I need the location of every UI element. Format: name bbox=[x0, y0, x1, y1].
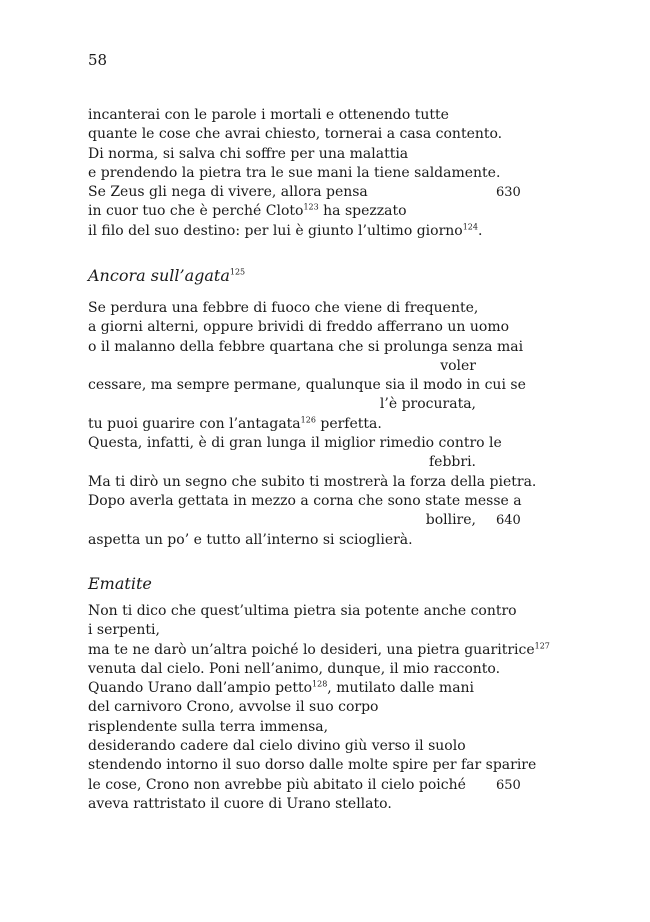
verse-text bbox=[88, 146, 408, 162]
verse-text-tail: ha spezzato bbox=[318, 203, 407, 220]
verse-text bbox=[88, 300, 478, 316]
verse-number: 640 bbox=[496, 513, 521, 529]
footnote-ref: 123 bbox=[303, 202, 319, 212]
verse-line bbox=[88, 164, 501, 183]
footnote-ref: 128 bbox=[312, 679, 328, 689]
verse-text-main: del carnivoro Crono, avvolse il suo corpo bbox=[88, 699, 379, 716]
heading-text: Ematite bbox=[88, 574, 152, 593]
verse-text-main: aveva rattristato il cuore di Urano stellato. bbox=[88, 795, 392, 812]
verse-text bbox=[88, 622, 160, 638]
verse-text bbox=[380, 396, 476, 412]
verse-text-main: Dopo averla gettata in mezzo a corna che sono state messe a bbox=[88, 492, 522, 509]
verse-text bbox=[88, 757, 536, 773]
verse-text bbox=[440, 358, 476, 374]
verse-text-main: il filo del suo destino: per lui è giunto l’ultimo giorno bbox=[88, 222, 463, 239]
verse-text-main: risplendente sulla terra immensa, bbox=[88, 718, 329, 735]
verse-line bbox=[88, 434, 502, 453]
verse-text bbox=[88, 339, 523, 355]
verse-text bbox=[88, 680, 474, 696]
verse-text bbox=[88, 107, 449, 123]
verse-text-main: Di norma, si salva chi soffre per una malattia bbox=[88, 145, 409, 162]
text-block-ematite bbox=[88, 602, 550, 814]
verse-text-main: Non ti dico che quest’ultima pietra sia potente anche contro bbox=[88, 603, 517, 619]
verse-line bbox=[88, 318, 510, 337]
verse-line bbox=[88, 737, 476, 756]
verse-line bbox=[88, 795, 476, 814]
verse-text bbox=[88, 319, 509, 335]
verse-text-main: Ma ti dirò un segno che subito ti mostrerà la forza della pietra. bbox=[88, 473, 537, 490]
text-block-intro bbox=[88, 106, 521, 241]
verse-number: 630 bbox=[496, 185, 521, 201]
verse-line bbox=[88, 718, 476, 737]
footnote-ref: 124 bbox=[462, 222, 478, 232]
verse-text bbox=[88, 777, 466, 793]
verse-text-main: bollire, bbox=[425, 512, 476, 529]
verse-text-main: ma te ne darò un’altra poiché lo desideri, una pietra guaritrice bbox=[88, 641, 535, 658]
verse-line bbox=[88, 145, 476, 164]
verse-text bbox=[88, 603, 517, 619]
text-block-agata bbox=[88, 299, 537, 550]
verse-line bbox=[88, 415, 476, 434]
verse-line bbox=[88, 299, 479, 318]
verse-text bbox=[88, 738, 466, 754]
verse-line bbox=[88, 357, 476, 376]
verse-text bbox=[426, 512, 476, 528]
verse-text-main: e prendendo la pietra tra le sue mani la tiene saldamente. bbox=[88, 164, 501, 181]
verse-text bbox=[88, 165, 500, 181]
verse-line bbox=[88, 183, 521, 202]
verse-line bbox=[88, 776, 521, 795]
section-heading-agata bbox=[88, 266, 245, 286]
verse-text bbox=[88, 474, 536, 490]
verse-line bbox=[88, 338, 524, 357]
verse-text-main: quante le cose che avrai chiesto, tornerai a casa contento. bbox=[88, 126, 503, 143]
verse-text-main: voler bbox=[440, 357, 476, 374]
verse-line bbox=[88, 376, 526, 395]
footnote-ref: 125 bbox=[229, 267, 246, 277]
verse-line bbox=[88, 660, 501, 679]
verse-text bbox=[88, 699, 378, 715]
verse-text-main: cessare, ma sempre permane, qualunque sia il modo in cui se bbox=[88, 377, 526, 394]
verse-text bbox=[429, 454, 476, 470]
verse-text bbox=[88, 223, 482, 239]
verse-line bbox=[88, 106, 476, 125]
verse-text-tail: perfetta. bbox=[315, 415, 382, 432]
verse-text-main: desiderando cadere dal cielo divino giù verso il suolo bbox=[88, 738, 466, 755]
verse-line bbox=[88, 679, 476, 698]
page-number: 58 bbox=[88, 51, 108, 69]
verse-line bbox=[88, 531, 476, 550]
verse-text-main: aspetta un po’ e tutto all’interno si scioglierà. bbox=[88, 531, 413, 548]
verse-text-main: Questa, infatti, è di gran lunga il miglior rimedio contro le bbox=[88, 435, 502, 452]
verse-text-main: febbri. bbox=[428, 454, 476, 471]
verse-line bbox=[88, 473, 537, 492]
verse-text-tail: , mutilato dalle mani bbox=[327, 680, 475, 697]
verse-line bbox=[88, 125, 503, 144]
verse-text bbox=[88, 493, 522, 509]
verse-text-main: incanterai con le parole i mortali e ottenendo tutte bbox=[88, 107, 449, 123]
verse-line bbox=[88, 222, 483, 241]
verse-line bbox=[88, 621, 476, 640]
verse-text-main: Se Zeus gli nega di vivere, allora pensa bbox=[88, 184, 368, 201]
verse-line bbox=[88, 511, 521, 530]
verse-line bbox=[88, 202, 476, 221]
verse-text-main: a giorni alterni, oppure brividi di freddo afferrano un uomo bbox=[88, 319, 510, 336]
verse-line bbox=[88, 640, 550, 660]
verse-text bbox=[88, 532, 413, 548]
verse-line bbox=[88, 492, 522, 511]
verse-line bbox=[88, 453, 476, 472]
verse-text bbox=[88, 184, 368, 200]
verse-line bbox=[88, 698, 476, 717]
heading-text: Ancora sull’agata bbox=[88, 266, 230, 285]
verse-text-main: le cose, Crono non avrebbe più abitato il cielo poiché bbox=[88, 776, 466, 793]
verse-number: 650 bbox=[496, 777, 521, 793]
verse-text bbox=[88, 203, 407, 219]
verse-text-main: l’è procurata, bbox=[379, 396, 476, 413]
verse-text bbox=[88, 796, 392, 812]
verse-text bbox=[88, 661, 500, 677]
verse-text bbox=[88, 719, 328, 735]
verse-text-main: o il malanno della febbre quartana che si prolunga senza mai bbox=[88, 338, 524, 355]
footnote-ref: 126 bbox=[300, 415, 316, 425]
verse-text bbox=[88, 126, 502, 142]
verse-text-main: tu puoi guarire con l’antagata bbox=[88, 415, 301, 432]
verse-text bbox=[88, 377, 526, 393]
verse-line bbox=[88, 602, 517, 621]
verse-text-main: in cuor tuo che è perché Cloto bbox=[88, 203, 304, 220]
verse-line bbox=[88, 395, 476, 414]
verse-text bbox=[88, 435, 502, 451]
verse-line bbox=[88, 756, 537, 775]
verse-text bbox=[88, 416, 382, 432]
verse-text bbox=[88, 642, 550, 658]
section-heading-ematite bbox=[88, 574, 152, 594]
verse-text-main: Quando Urano dall’ampio petto bbox=[88, 680, 313, 697]
verse-text-main: Se perdura una febbre di fuoco che viene di frequente, bbox=[88, 300, 479, 316]
verse-text-main: venuta dal cielo. Poni nell’animo, dunque, il mio racconto. bbox=[88, 660, 501, 677]
verse-text-main: stendendo intorno il suo dorso dalle molte spire per far sparire bbox=[88, 757, 537, 774]
verse-text-main: i serpenti, bbox=[88, 622, 160, 639]
verse-text-tail: . bbox=[478, 222, 483, 239]
footnote-ref: 127 bbox=[534, 640, 550, 650]
